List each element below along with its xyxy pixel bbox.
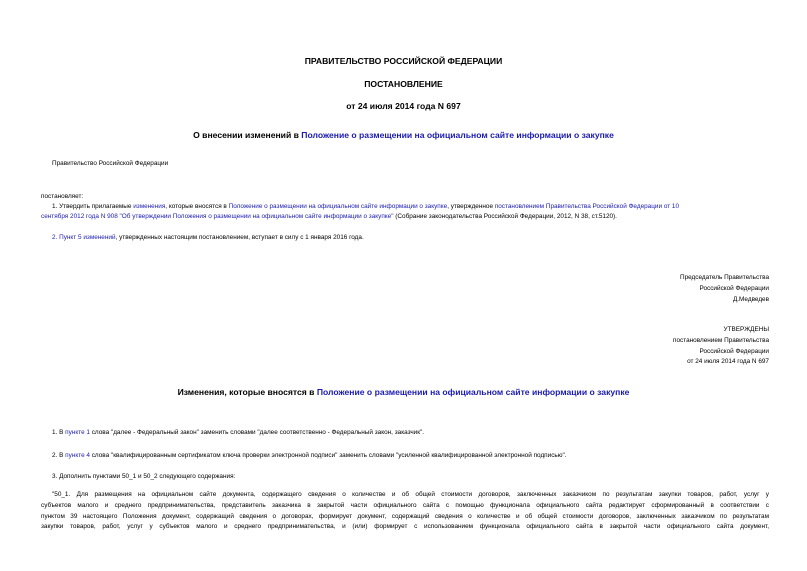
clause-row-3: пунктом 39 настоящего Положения документ, содержащий сведения о договорах, формирует документ, содержащий сведения о количестве и об общей стоимости договоров, заключенных заказчиком по результатам <box>41 512 769 520</box>
changes-title-prefix: Изменения, которые вносятся в <box>177 387 317 397</box>
signature-name: Д.Медведев <box>732 296 769 303</box>
change-3: 3. Дополнить пунктами 50_1 и 50_2 следующего содержания: <box>52 473 236 480</box>
title-prefix: О внесении изменений в <box>193 130 302 140</box>
approval-line-1: УТВЕРЖДЕНЫ <box>723 326 769 333</box>
link-point-5[interactable]: 2. Пункт 5 изменений <box>52 234 116 241</box>
header-date: от 24 июля 2014 года N 697 <box>346 101 461 111</box>
preamble-decrees: постановляет: <box>41 193 84 200</box>
header-government: ПРАВИТЕЛЬСТВО РОССИЙСКОЙ ФЕДЕРАЦИИ <box>304 56 503 66</box>
link-changes[interactable]: изменения <box>133 203 166 210</box>
change-1: 1. В пункте 1 слова "далее - Федеральный закон" заменить словами "далее соответственно - Федеральный закон, заказчик". <box>52 429 425 436</box>
link-point-4[interactable]: пункте 4 <box>65 452 90 459</box>
approval-line-3: Российской Федерации <box>699 348 769 355</box>
link-point-1[interactable]: пункте 1 <box>65 429 90 436</box>
changes-title-link[interactable]: Положение о размещении на официальном сайте информации о закупке <box>316 387 630 397</box>
header-doc-type: ПОСТАНОВЛЕНИЕ <box>364 79 443 89</box>
approval-line-2: постановлением Правительства <box>673 337 769 344</box>
changes-title <box>0 387 807 397</box>
item-1-line-2: сентября 2012 года N 908 "Об утверждении Положения о размещении на официальном сайте информации о закупке" (Собрание законодательства Российской Федерации, 2012, N 38, ст.5120). <box>41 213 617 220</box>
link-decree-908-part2[interactable]: сентября 2012 года N 908 "Об утверждении Положения о размещении на официальном сайте информации о закупке" <box>41 213 394 220</box>
clause-row-2: субъектов малого и среднего предпринимательства, представитель заказчика в закрытой части официального сайта с помощью функционала официального сайта редактирует сформированный в соответствии с <box>41 501 769 509</box>
change-2: 2. В пункте 4 слова "квалифицированным сертификатом ключа проверки электронной подписи" заменить словами "усиленной квалифицированной электронной подписью". <box>52 452 567 459</box>
link-decree-908-part1[interactable]: постановлением Правительства Российской Федерации от 10 <box>494 203 680 210</box>
item-2: 2. Пункт 5 изменений, утвержденных настоящим постановлением, вступает в силу с 1 января 2016 года. <box>52 234 364 241</box>
approval-line-4: от 24 июля 2014 года N 697 <box>687 358 769 365</box>
link-regulation[interactable]: Положение о размещении на официальном сайте информации о закупке <box>228 203 448 210</box>
clause-row-1: "50_1. Для размещения на официальном сайте документа, содержащего сведения о количестве и об общей стоимости договоров, заключенных заказчиком по результатам закупки товаров, работ, услуг у <box>52 491 769 498</box>
document-title <box>0 130 807 140</box>
preamble-government: Правительство Российской Федерации <box>52 160 169 167</box>
clause-row-4: закупки товаров, работ, услуг у субъектов малого и среднего предпринимательства, и (или) формирует с использованием функционала официального сайта в закрытой части официального сайта документ, <box>41 523 769 531</box>
item-1-line-1: 1. Утвердить прилагаемые изменения, которые вносятся в Положение о размещении на официальном сайте информации о закупке, утвержденное постановлением Правительства Российской Федерации от 10 <box>52 203 680 210</box>
signature-line-1: Председатель Правительства <box>680 274 769 281</box>
clause-50-1 <box>41 490 769 533</box>
signature-line-2: Российской Федерации <box>699 285 769 292</box>
title-link[interactable]: Положение о размещении на официальном сайте информации о закупке <box>301 130 614 140</box>
